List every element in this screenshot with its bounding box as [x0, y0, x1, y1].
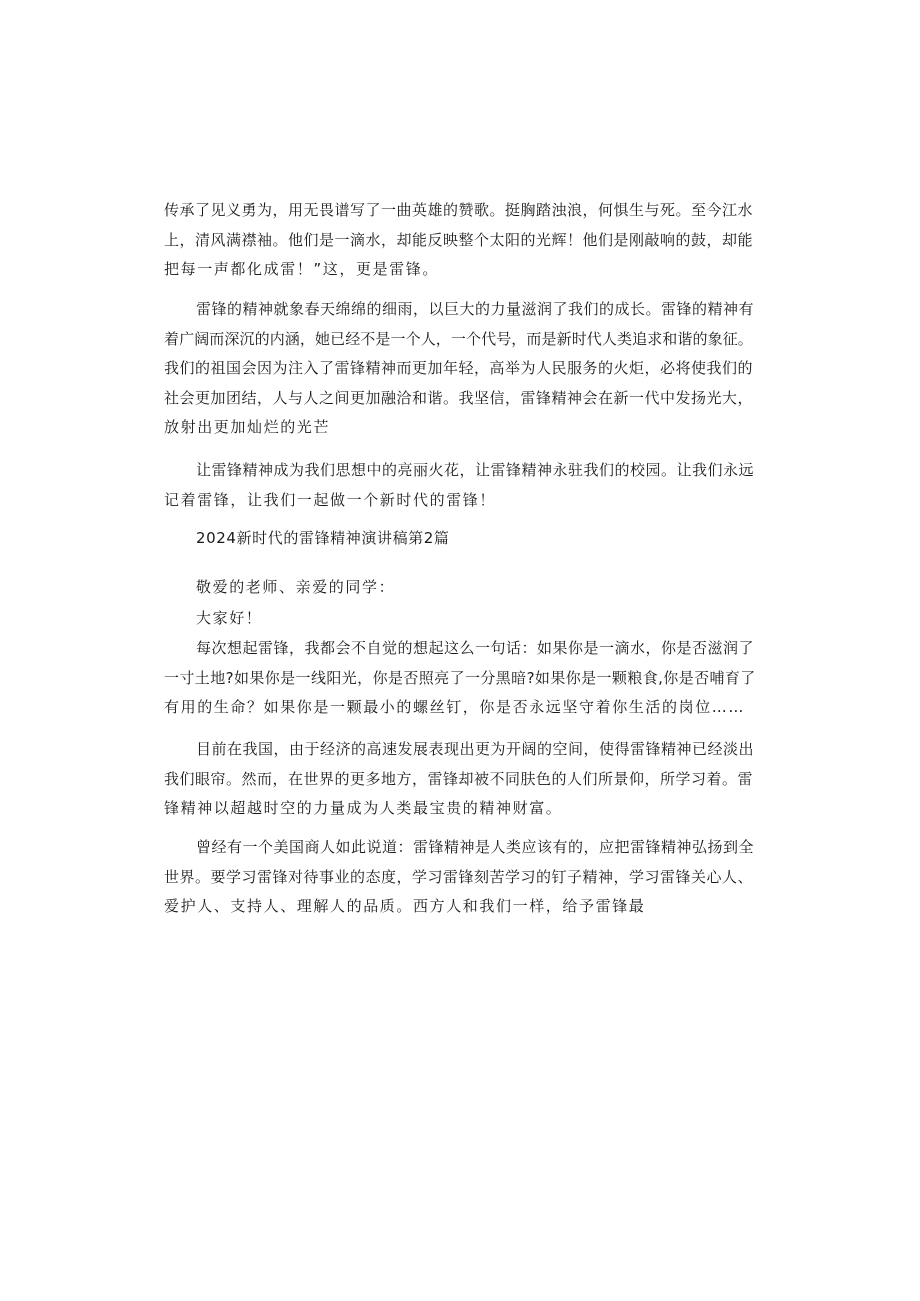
paragraph-line: 有用的生命？如果你是一颗最小的螺丝钉，你是否永远坚守着你生活的岗位…… [164, 698, 746, 716]
paragraph-6 [164, 833, 756, 922]
salutation: 敬爱的老师、亲爱的同学： [196, 578, 396, 596]
paragraph-1 [164, 196, 756, 285]
paragraph-line: 放射出更加灿烂的光芒 [164, 418, 331, 436]
paragraph-line: 目前在我国，由于经济的高速发展表现出更为开阔的空间，使得雷锋精神已经淡出 [196, 740, 755, 758]
paragraph-3 [164, 456, 756, 515]
paragraph-line: 我们的祖国会因为注入了雷锋精神而更加年轻，高举为人民服务的火炬，必将使我们的 [164, 359, 754, 377]
paragraph-line: 锋精神以超越时空的力量成为人类最宝贵的精神财富。 [164, 799, 563, 817]
paragraph-line: 上，清风满襟袖。他们是一滴水，却能反映整个太阳的光辉！他们是刚敲响的鼓，却能 [164, 230, 754, 249]
section-heading: 2024新时代的雷锋精神演讲稿第2篇 [196, 529, 450, 547]
paragraph-2 [164, 295, 756, 443]
paragraph-line: 一寸土地?如果你是一线阳光，你是否照亮了一分黑暗?如果你是一颗粮食,你是否哺育了 [164, 668, 756, 687]
paragraph-line: 雷锋的精神就象春天绵绵的细雨，以巨大的力量滋润了我们的成长。雷锋的精神有 [196, 300, 755, 318]
paragraph-4 [164, 634, 756, 723]
paragraph-line: 记着雷锋，让我们一起做一个新时代的雷锋！ [164, 490, 497, 509]
paragraph-line: 我们眼帘。然而，在世界的更多地方，雷锋却被不同肤色的人们所景仰，所学习着。雷 [164, 769, 754, 788]
paragraph-line: 曾经有一个美国商人如此说道：雷锋精神是人类应该有的，应把雷锋精神弘扬到全 [196, 838, 755, 856]
paragraph-line: 着广阔而深沉的内涵，她已经不是一个人，一个代号，而是新时代人类追求和谐的象征。 [164, 329, 753, 348]
paragraph-line: 每次想起雷锋，我都会不自觉的想起这么一句话：如果你是一滴水，你是否滋润了 [196, 639, 755, 657]
paragraph-5 [164, 735, 756, 824]
greeting: 大家好！ [196, 609, 263, 627]
paragraph-line: 世界。要学习雷锋对待事业的态度，学习雷锋刻苦学习的钉子精神，学习雷锋关心人、 [164, 867, 754, 886]
paragraph-line: 传承了见义勇为，用无畏谱写了一曲英雄的赞歌。挺胸踏浊浪，何惧生与死。至今江水 [164, 201, 754, 219]
paragraph-line: 让雷锋精神成为我们思想中的亮丽火花，让雷锋精神永驻我们的校园。让我们永远 [196, 461, 755, 479]
paragraph-line: 爱护人、支持人、理解人的品质。西方人和我们一样，给予雷锋最 [164, 897, 646, 915]
paragraph-line: 把每一声都化成雷！”这，更是雷锋。 [164, 260, 439, 278]
paragraph-line: 社会更加团结，人与人之间更加融洽和谐。我坚信，雷锋精神会在新一代中发扬光大， [164, 388, 754, 407]
